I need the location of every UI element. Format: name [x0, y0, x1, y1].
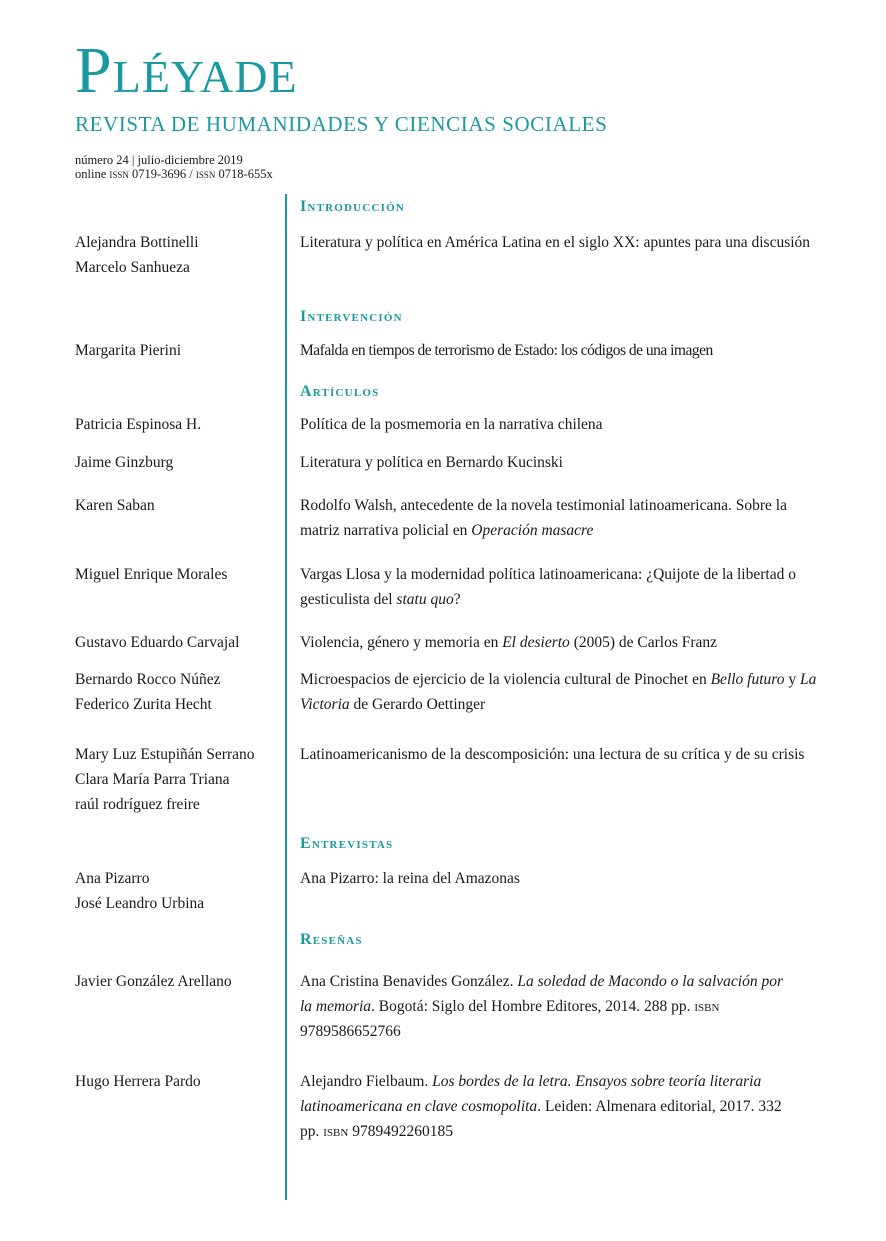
author-list — [75, 493, 280, 518]
author-name: Hugo Herrera Pardo — [75, 1073, 201, 1090]
author-list — [75, 450, 280, 475]
section-heading-intervencion: Intervención — [300, 308, 403, 325]
article-title[interactable]: Ana Pizarro: la reina del Amazonas — [300, 870, 520, 887]
section-heading-resenas: Reseñas — [300, 931, 363, 948]
author-name: Javier González Arellano — [75, 973, 232, 990]
author-list — [75, 562, 280, 587]
author-list — [75, 412, 280, 437]
author-name: Jaime Ginzburg — [75, 454, 174, 471]
author-list — [75, 969, 280, 994]
author-name: Gustavo Eduardo Carvajal — [75, 634, 240, 651]
article-title[interactable]: Literatura y política en Bernardo Kucinski — [300, 454, 563, 471]
author-list — [75, 742, 280, 817]
author-list — [75, 338, 280, 363]
author-name: Mary Luz Estupiñán Serrano — [75, 746, 255, 763]
section-heading-introduccion: Introducción — [300, 198, 405, 215]
journal-title-rest: léyade — [112, 34, 298, 107]
article-title[interactable]: Vargas Llosa y la modernidad política latinoamericana: ¿Quijote de la libertad o gesticulista del statu quo? — [300, 566, 796, 608]
author-list — [75, 667, 280, 717]
article-title[interactable]: Latinoamericanismo de la descomposición: una lectura de su crítica y de su crisis — [300, 746, 805, 763]
author-name: Marcelo Sanhueza — [75, 259, 190, 276]
article-title[interactable]: Literatura y política en América Latina en el siglo XX: apuntes para una discusión — [300, 234, 811, 251]
author-name: Alejandra Bottinelli — [75, 234, 199, 251]
column-divider — [285, 194, 287, 1200]
journal-title — [75, 34, 298, 107]
article-title[interactable]: Microespacios de ejercicio de la violencia cultural de Pinochet en Bello futuro y La Victoria de Gerardo Oettinger — [300, 671, 817, 713]
issue-info: número 24 | julio-diciembre 2019 — [75, 153, 243, 167]
author-name: José Leandro Urbina — [75, 895, 205, 912]
journal-subtitle: REVISTA DE HUMANIDADES Y CIENCIAS SOCIALES — [75, 112, 608, 136]
journal-title-initial: P — [75, 34, 113, 107]
section-heading-articulos: Artículos — [300, 383, 380, 400]
section-heading-entrevistas: Entrevistas — [300, 835, 394, 852]
author-name: Ana Pizarro — [75, 870, 150, 887]
author-name: Miguel Enrique Morales — [75, 566, 228, 583]
article-title[interactable]: Política de la posmemoria en la narrativa chilena — [300, 416, 603, 433]
author-name: Clara María Parra Triana — [75, 771, 230, 788]
article-title[interactable]: Rodolfo Walsh, antecedente de la novela testimonial latinoamericana. Sobre la matriz narrativa policial en Operación masacre — [300, 497, 787, 539]
author-name: Karen Saban — [75, 497, 155, 514]
author-name: Federico Zurita Hecht — [75, 696, 212, 713]
author-list — [75, 866, 280, 916]
author-name: raúl rodríguez freire — [75, 796, 200, 813]
article-title[interactable]: Violencia, género y memoria en El desierto (2005) de Carlos Franz — [300, 634, 718, 651]
author-name: Patricia Espinosa H. — [75, 416, 202, 433]
author-list — [75, 230, 280, 280]
review-title[interactable]: Ana Cristina Benavides González. La soledad de Macondo o la salvación por la memoria. Bogotá: Siglo del Hombre Editores, 2014. 288 pp. isbn 9789586652766 — [300, 973, 784, 1040]
article-title[interactable]: Mafalda en tiempos de terrorismo de Estado: los códigos de una imagen — [300, 342, 713, 359]
author-name: Bernardo Rocco Núñez — [75, 671, 221, 688]
author-list — [75, 1069, 280, 1094]
author-name: Margarita Pierini — [75, 342, 182, 359]
review-title[interactable]: Alejandro Fielbaum. Los bordes de la letra. Ensayos sobre teoría literaria latinoamericana en clave cosmopolita. Leiden: Almenara editorial, 2017. 332 pp. isbn 9789492260185 — [300, 1073, 782, 1140]
author-list — [75, 630, 280, 655]
issn-info: online issn 0719-3696 / issn 0718-655x — [75, 167, 273, 181]
